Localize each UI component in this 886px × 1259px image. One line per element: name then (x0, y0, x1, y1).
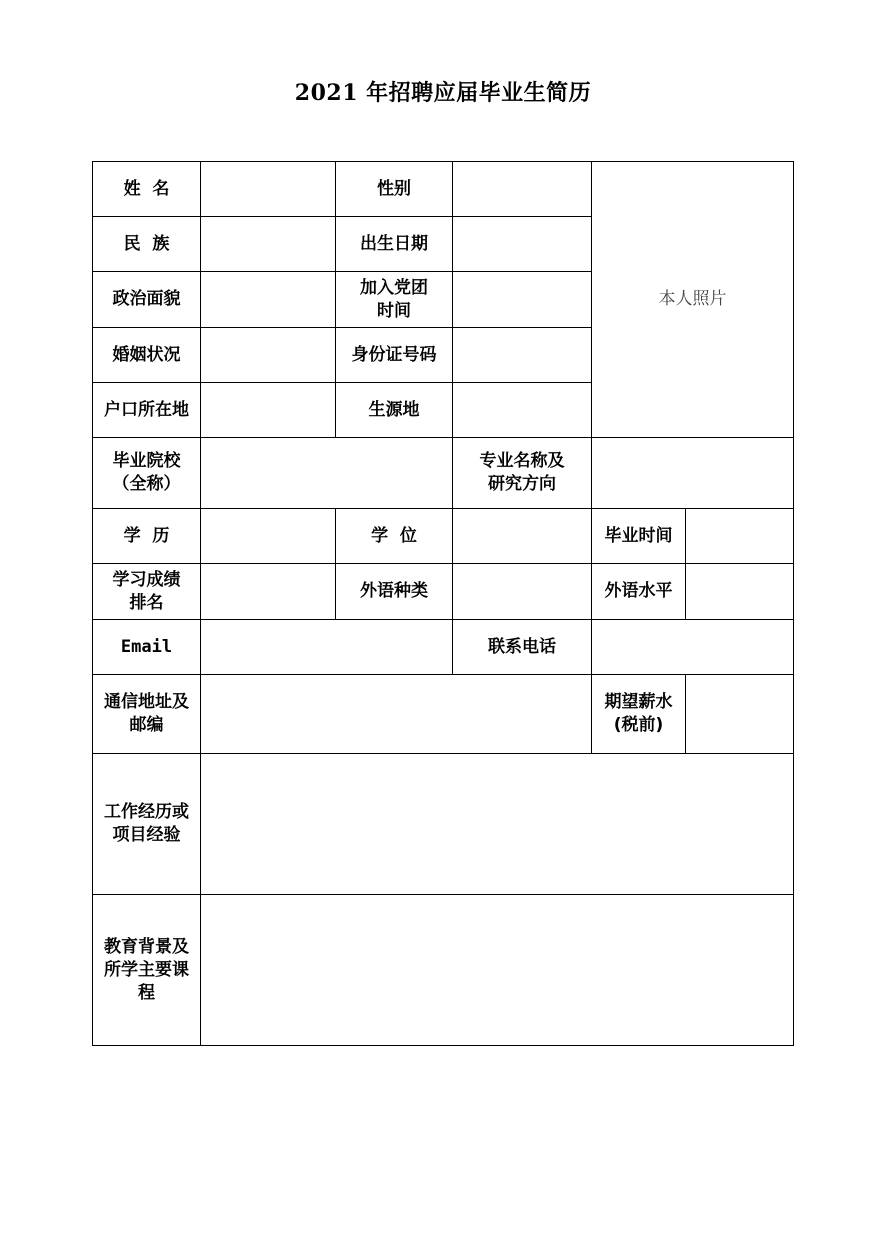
label-major (453, 438, 592, 509)
label-school (93, 438, 201, 509)
label-address-line2: 邮编 (129, 715, 164, 735)
label-ranking-line2: 排名 (129, 592, 164, 613)
major-field[interactable] (592, 438, 794, 509)
row-contact (93, 620, 794, 675)
name-field[interactable] (201, 162, 336, 217)
label-edu-bg-line2: 所学主要课 (104, 959, 189, 980)
row-ranking (93, 564, 794, 620)
label-school-line1: 毕业院校 (112, 451, 181, 471)
label-graduation-time: 毕业时间 (592, 509, 686, 564)
label-language-level: 外语水平 (592, 564, 686, 620)
label-salary-line2: (税前) (613, 715, 664, 735)
education-field[interactable] (201, 509, 336, 564)
label-marital-status: 婚姻状况 (93, 328, 201, 383)
education-background-field[interactable] (201, 895, 794, 1046)
address-field[interactable] (201, 675, 592, 754)
label-id-number: 身份证号码 (336, 328, 453, 383)
birth-date-field[interactable] (453, 217, 592, 272)
label-ethnicity: 民 族 (93, 217, 201, 272)
language-level-field[interactable] (686, 564, 794, 620)
label-ranking (93, 564, 201, 620)
row-name (93, 162, 794, 217)
salary-field[interactable] (686, 675, 794, 754)
resume-form-table (92, 161, 794, 1046)
political-status-field[interactable] (201, 272, 336, 328)
row-address (93, 675, 794, 754)
label-hukou-location: 户口所在地 (93, 383, 201, 438)
label-major-line2: 研究方向 (488, 474, 556, 494)
label-edu-bg-line1: 教育背景及 (104, 936, 189, 957)
label-edu-bg-line3: 程 (138, 982, 155, 1003)
phone-field[interactable] (592, 620, 794, 675)
label-party-join-time-line1: 加入党团 (360, 277, 428, 298)
label-experience-line2: 项目经验 (112, 825, 181, 845)
label-salary (592, 675, 686, 754)
experience-field[interactable] (201, 754, 794, 895)
page-title: 2021 年招聘应届毕业生简历 (294, 80, 592, 106)
label-major-line1: 专业名称及 (479, 451, 565, 471)
row-school (93, 438, 794, 509)
school-field[interactable] (201, 438, 453, 509)
id-number-field[interactable] (453, 328, 592, 383)
gender-field[interactable] (453, 162, 592, 217)
degree-field[interactable] (453, 509, 592, 564)
hukou-location-field[interactable] (201, 383, 336, 438)
label-political-status: 政治面貌 (93, 272, 201, 328)
label-education: 学 历 (93, 509, 201, 564)
label-birth-date: 出生日期 (336, 217, 453, 272)
label-school-line2: （全称） (112, 474, 181, 494)
label-address-line1: 通信地址及 (104, 692, 189, 712)
label-experience-line1: 工作经历或 (104, 802, 189, 822)
label-address (93, 675, 201, 754)
email-field[interactable] (201, 620, 453, 675)
label-gender: 性别 (336, 162, 453, 217)
language-type-field[interactable] (453, 564, 592, 620)
label-party-join-time (336, 272, 453, 328)
marital-status-field[interactable] (201, 328, 336, 383)
label-name: 姓 名 (93, 162, 201, 217)
graduation-time-field[interactable] (686, 509, 794, 564)
label-degree: 学 位 (336, 509, 453, 564)
label-education-background (93, 895, 201, 1046)
label-experience (93, 754, 201, 895)
label-phone: 联系电话 (453, 620, 592, 675)
label-ranking-line1: 学习成绩 (112, 569, 181, 590)
photo-area[interactable]: 本人照片 (592, 162, 794, 438)
ranking-field[interactable] (201, 564, 336, 620)
party-join-time-field[interactable] (453, 272, 592, 328)
row-education-background (93, 895, 794, 1046)
ethnicity-field[interactable] (201, 217, 336, 272)
label-language-type: 外语种类 (336, 564, 453, 620)
label-student-origin: 生源地 (336, 383, 453, 438)
label-salary-line1: 期望薪水 (604, 692, 673, 712)
row-education (93, 509, 794, 564)
label-email: Email (93, 620, 201, 675)
student-origin-field[interactable] (453, 383, 592, 438)
row-experience (93, 754, 794, 895)
label-party-join-time-line2: 时间 (377, 300, 411, 321)
